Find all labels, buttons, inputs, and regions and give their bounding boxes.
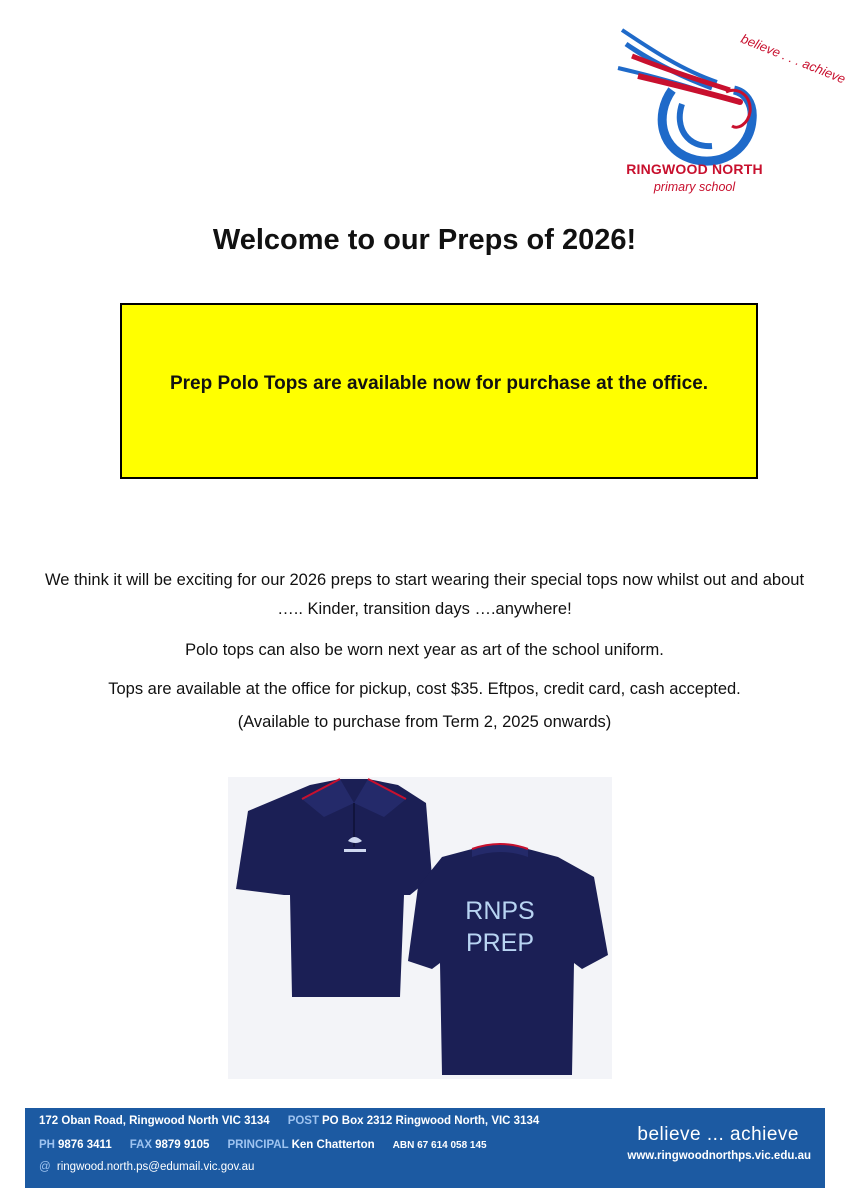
footer-ph-label: PH (39, 1139, 55, 1151)
footer-fax-label: FAX (129, 1139, 153, 1151)
footer-post-value: PO Box 2312 Ringwood North, VIC 3134 (322, 1115, 540, 1127)
footer-website-link[interactable]: www.ringwoodnorthps.vic.edu.au (627, 1150, 811, 1162)
footer-principal-value: Ken Chatterton (291, 1139, 375, 1151)
back-polo-shirt (408, 844, 608, 1075)
footer-banner (25, 1108, 825, 1188)
paragraph-intro: We think it will be exciting for our 2026 preps to start wearing their special tops now whilst out and about ….. Kinder, transition days ….anywhere! (44, 571, 805, 618)
front-polo-shirt (236, 779, 432, 997)
footer-post-label: POST (287, 1115, 319, 1127)
logo-school-name: RINGWOOD NORTH (626, 161, 763, 177)
footer-address-line (39, 1115, 539, 1127)
email-icon: @ (39, 1161, 51, 1173)
logo-school-type: primary school (653, 180, 736, 194)
footer-email-line (39, 1161, 254, 1173)
footer-abn-label: ABN (392, 1140, 415, 1151)
footer-slogan: believe ... achieve (637, 1124, 799, 1145)
footer-principal-label: PRINCIPAL (227, 1139, 289, 1151)
footer-address: 172 Oban Road, Ringwood North VIC 3134 (39, 1115, 270, 1127)
footer-abn-value: 67 614 058 145 (417, 1140, 487, 1151)
footer-email[interactable]: ringwood.north.ps@edumail.vic.gov.au (56, 1161, 255, 1173)
notice-text: Prep Polo Tops are available now for purchase at the office. (169, 373, 709, 394)
page-title: Welcome to our Preps of 2026! (212, 224, 637, 256)
paragraph-uniform: Polo tops can also be worn next year as art of the school uniform. (185, 641, 664, 659)
polo-shirts-image (228, 777, 612, 1079)
back-print-line2: PREP (465, 929, 535, 957)
notice-box (120, 303, 758, 479)
logo-tagline: believe . . . achieve (738, 30, 848, 87)
paragraph-availability: (Available to purchase from Term 2, 2025 onwards) (237, 713, 612, 731)
footer-fax-value: 9879 9105 (155, 1139, 210, 1151)
school-logo (612, 20, 848, 200)
footer-contact-line (39, 1139, 487, 1151)
back-print-line1: RNPS (465, 897, 535, 925)
paragraph-pricing: Tops are available at the office for pickup, cost $35. Eftpos, credit card, cash accepted. (108, 680, 741, 698)
footer-ph-value: 9876 3411 (57, 1139, 112, 1151)
